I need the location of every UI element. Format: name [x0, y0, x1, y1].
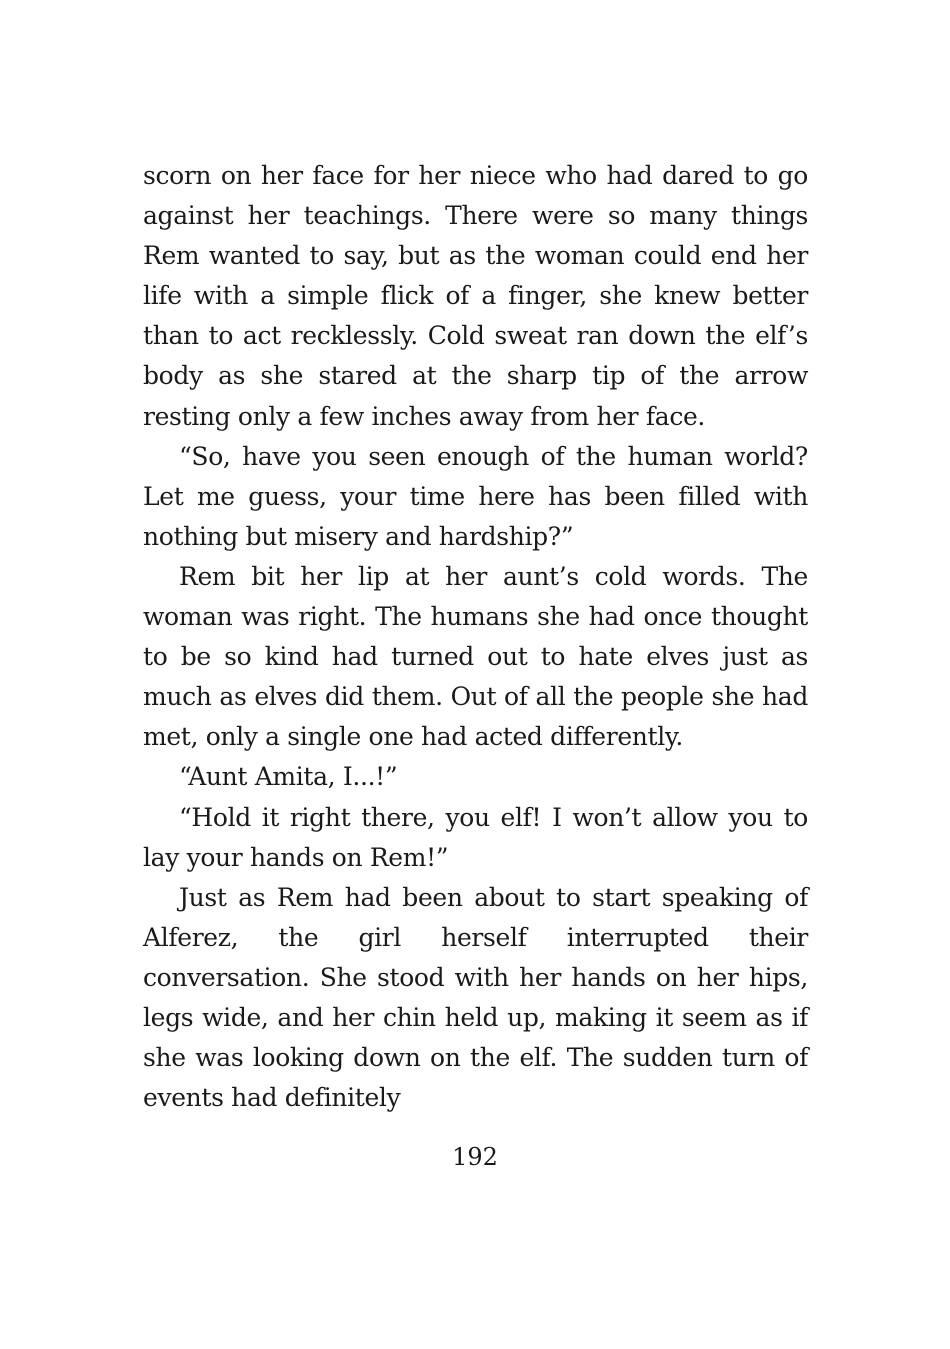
paragraph-interruption: Just as Rem had been about to start speaking of Alferez, the girl herself interrupted their conversation. She stood with her hands on her hips, legs wide, and her chin held up, making it seem as if she was looking down on the elf. The sudden turn of events had definitely — [143, 882, 808, 1113]
paragraph-continued: scorn on her face for her niece who had dared to go against her teachings. There were so many things Rem wanted to say, but as the woman could end her life with a simple flick of a finger, she knew better than to act recklessly. Cold sweat ran down the elf’s body as she stared at the sharp tip of the arrow resting only a few inches away from her face. — [143, 161, 808, 431]
paragraph-dialogue-alferez: “Hold it right there, you elf! I won’t allow you to lay your hands on Rem!” — [143, 802, 808, 872]
paragraph-dialogue-amita: “So, have you seen enough of the human world? Let me guess, your time here has been filled with nothing but misery and hardship?” — [143, 441, 808, 551]
body-text — [143, 156, 808, 1118]
page-number: 192 — [452, 1143, 498, 1171]
paragraph-dialogue-rem: “Aunt Amita, I...!” — [179, 762, 398, 792]
paragraph-rem-reaction: Rem bit her lip at her aunt’s cold words. The woman was right. The humans she had once thought to be so kind had turned out to hate elves just as much as elves did them. Out of all the people she had met, only a single one had acted differently. — [143, 561, 808, 752]
